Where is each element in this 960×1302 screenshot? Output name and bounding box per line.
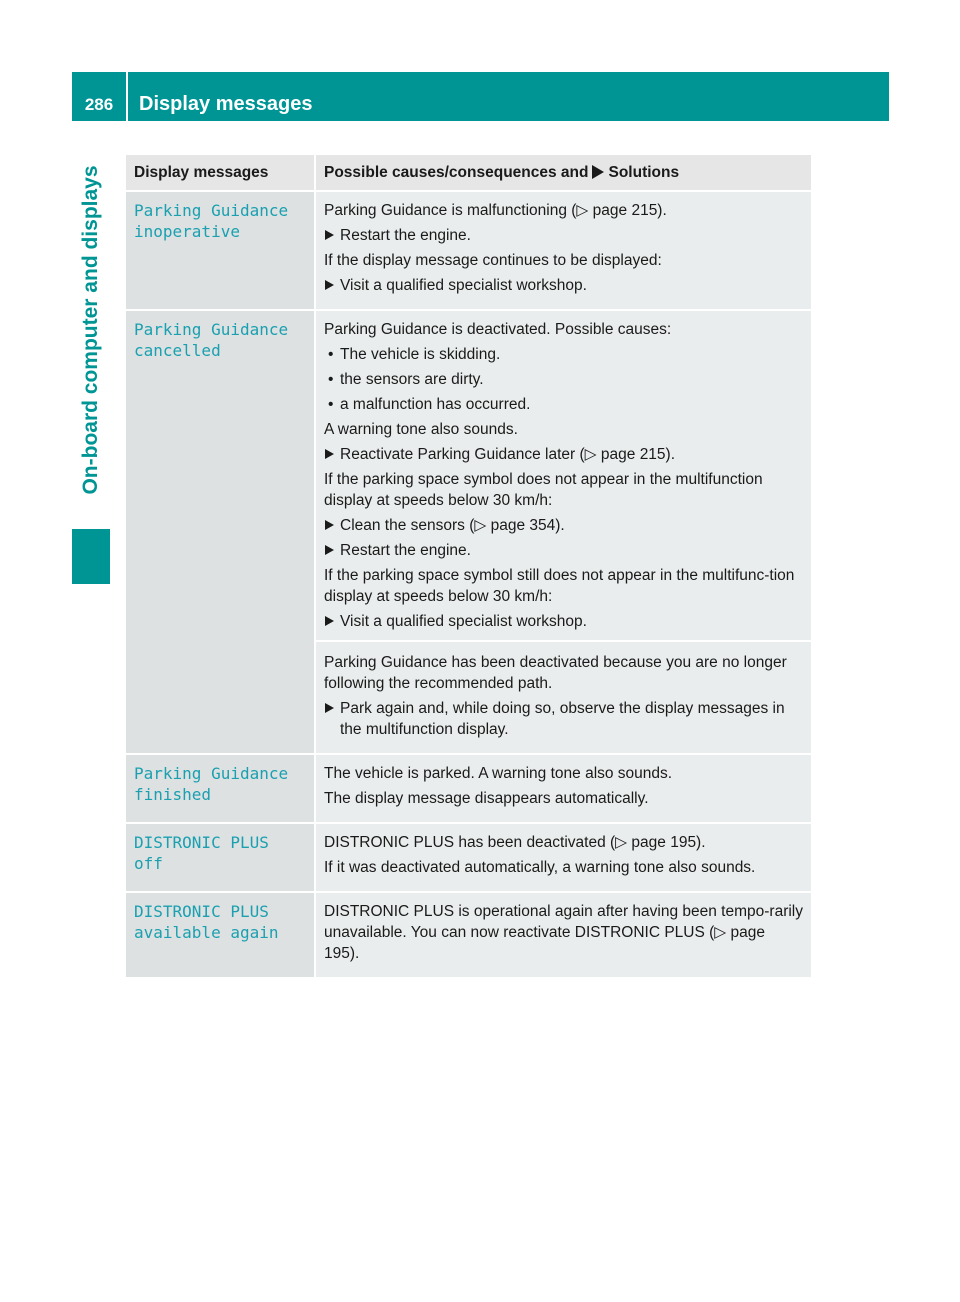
- step-arrow-icon: [325, 616, 334, 626]
- solution-cell: [315, 754, 811, 823]
- step-text: Visit a qualified specialist workshop.: [340, 277, 587, 294]
- cause-text: If it was deactivated automatically, a warning tone also sounds.: [324, 859, 756, 876]
- message-cell: [126, 754, 315, 823]
- action-step: [324, 515, 803, 536]
- display-message: DISTRONIC PLUS available again: [134, 902, 279, 942]
- solution-cell: [315, 892, 811, 978]
- action-step: [324, 698, 803, 740]
- page-number: 286: [84, 95, 114, 114]
- step-text: Park again and, while doing so, observe the display messages in the multifunction display.: [340, 700, 785, 738]
- cause-text: The vehicle is parked. A warning tone also sounds.: [324, 765, 673, 782]
- display-message: DISTRONIC PLUS off: [134, 833, 269, 873]
- display-message: Parking Guidance inoperative: [134, 201, 289, 241]
- table-row: [126, 823, 811, 892]
- cause-text: If the parking space symbol does not appear in the multifunction display at speeds below 30 km/h:: [324, 471, 763, 509]
- bullet-text: the sensors are dirty.: [340, 371, 484, 388]
- bullet-icon: •: [328, 396, 334, 413]
- step-text: Visit a qualified specialist workshop.: [340, 613, 587, 630]
- bullet-icon: •: [328, 371, 334, 388]
- cell-divider: [316, 640, 811, 642]
- solution-cell: [315, 310, 811, 754]
- cause-text[interactable]: Parking Guidance is malfunctioning (▷ page 215).: [324, 202, 667, 219]
- step-arrow-icon: [325, 230, 334, 240]
- table-row: [126, 754, 811, 823]
- action-step: [324, 540, 803, 561]
- cause-text: If the parking space symbol still does not appear in the multifunc-tion display at speeds below 30 km/h:: [324, 567, 795, 605]
- table-row: [126, 310, 811, 754]
- action-step: [324, 225, 803, 246]
- display-message: Parking Guidance cancelled: [134, 320, 289, 360]
- page-header: [72, 72, 889, 121]
- column-header-messages: Display messages: [126, 155, 315, 191]
- step-arrow-icon: [325, 449, 334, 459]
- column-header-solutions: [315, 155, 811, 191]
- action-step: [324, 611, 803, 632]
- side-tab: [72, 130, 110, 584]
- cause-text: Parking Guidance is deactivated. Possible causes:: [324, 321, 672, 338]
- action-step: [324, 444, 803, 465]
- bullet-text: a malfunction has occurred.: [340, 396, 531, 413]
- bullet-icon: •: [328, 346, 334, 363]
- cause-text: Parking Guidance has been deactivated because you are no longer following the recommended path.: [324, 654, 787, 692]
- arrow-right-icon: [592, 165, 604, 179]
- solution-cell: [315, 823, 811, 892]
- step-text: Restart the engine.: [340, 542, 471, 559]
- message-cell: [126, 310, 315, 754]
- bullet-text: The vehicle is skidding.: [340, 346, 501, 363]
- step-arrow-icon: [325, 703, 334, 713]
- column-header-causes: Possible causes/consequences and: [324, 164, 589, 181]
- cause-bullet: [324, 344, 803, 365]
- table-row: [126, 892, 811, 978]
- cause-bullet: [324, 369, 803, 390]
- action-step: [324, 275, 803, 296]
- table-header-row: [126, 155, 811, 191]
- step-arrow-icon: [325, 280, 334, 290]
- side-tab-marker: [72, 529, 110, 584]
- step-text: Restart the engine.: [340, 227, 471, 244]
- display-message: Parking Guidance finished: [134, 764, 289, 804]
- step-arrow-icon: [325, 520, 334, 530]
- cause-text: If the display message continues to be displayed:: [324, 252, 662, 269]
- cause-text: The display message disappears automatically.: [324, 790, 649, 807]
- step-arrow-icon: [325, 545, 334, 555]
- cause-text: A warning tone also sounds.: [324, 421, 518, 438]
- cause-text[interactable]: DISTRONIC PLUS has been deactivated (▷ page 195).: [324, 834, 706, 851]
- display-messages-table: [126, 155, 811, 979]
- page-title: Display messages: [139, 93, 313, 115]
- step-text[interactable]: Reactivate Parking Guidance later (▷ page 215).: [340, 446, 676, 463]
- side-tab-label: On-board computer and displays: [79, 165, 102, 495]
- message-cell: [126, 892, 315, 978]
- cause-text[interactable]: DISTRONIC PLUS is operational again after having been tempo-rarily unavailable. You can now reactivate DISTRONIC PLUS (▷ page 195).: [324, 903, 804, 962]
- table-row: [126, 191, 811, 310]
- message-cell: [126, 191, 315, 310]
- column-header-solutions-label: Solutions: [608, 164, 680, 181]
- cause-bullet: [324, 394, 803, 415]
- solution-cell: [315, 191, 811, 310]
- message-cell: [126, 823, 315, 892]
- step-text[interactable]: Clean the sensors (▷ page 354).: [340, 517, 565, 534]
